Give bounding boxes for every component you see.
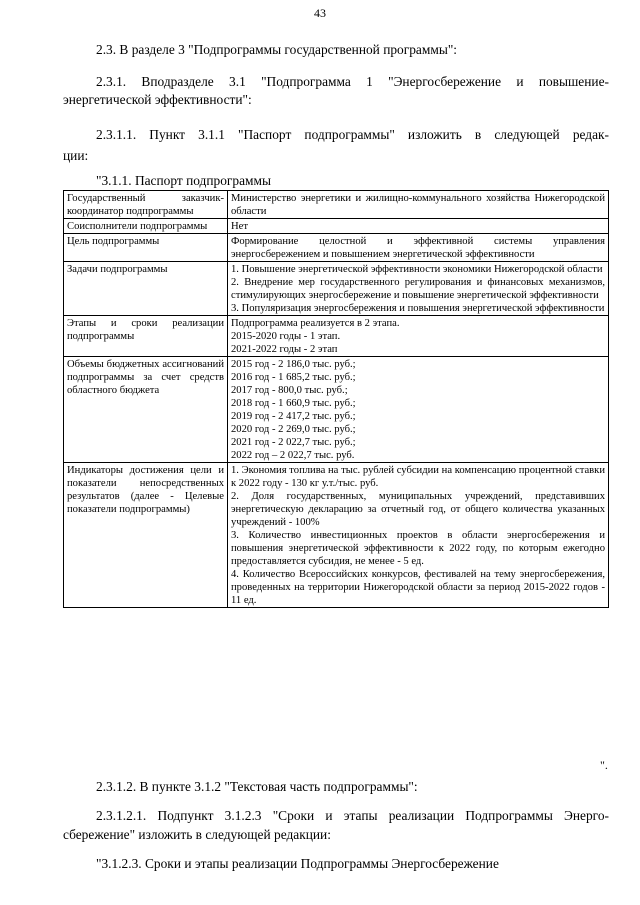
value-line: 2017 год - 800,0 тыс. руб.; — [231, 385, 348, 396]
value-line: 2. Доля государственных, муниципальных учреждений, представивших энергетическую декларацию за отчетный год, от общего количества указанных учреждений - 100% — [231, 491, 605, 528]
value-line: Министерство энергетики и жилищно-коммунального хозяйства Нижегородской области — [231, 193, 605, 217]
closing-quote: ". — [600, 758, 608, 772]
table-row — [64, 463, 609, 608]
row-value — [228, 262, 609, 316]
table-row — [64, 191, 609, 219]
row-value — [228, 316, 609, 357]
value-line: Подпрограмма реализуется в 2 этапа. — [231, 318, 400, 329]
paragraph-2-3-1-1-line1: 2.3.1.1. Пункт 3.1.1 "Паспорт подпрограммы" изложить в следующей редак- — [96, 127, 609, 142]
paragraph-section-2-3: 2.3. В разделе 3 "Подпрограммы государственной программы": — [96, 42, 458, 57]
value-line: 1. Экономия топлива на тыс. рублей субсидии на компенсацию процентной ставки к 2022 году - 130 кг у.т./тыс. руб. — [231, 465, 605, 489]
table-row — [64, 262, 609, 316]
paragraph-2-3-1-line2: энергетической эффективности": — [63, 92, 252, 107]
value-line: 2021 год - 2 022,7 тыс. руб.; — [231, 437, 356, 448]
value-line: 2015-2020 годы - 1 этап. — [231, 331, 341, 342]
paragraph-2-3-1-2: 2.3.1.2. В пункте 3.1.2 "Текстовая часть подпрограммы": — [96, 779, 418, 794]
passport-table — [63, 190, 609, 608]
row-value — [228, 357, 609, 463]
row-label: Государственный заказчик-координатор подпрограммы — [64, 191, 228, 219]
row-value — [228, 219, 609, 234]
table-row — [64, 234, 609, 262]
row-value — [228, 191, 609, 219]
value-line: 2015 год - 2 186,0 тыс. руб.; — [231, 359, 356, 370]
value-line: 3. Популяризация энергосбережения и повышения энергетической эффективности — [231, 303, 605, 314]
page-number: 43 — [314, 6, 326, 20]
value-line: 3. Количество инвестиционных проектов в области энергосбережения и повышения энергетической эффективности к 2022 году, по которым ежегодно предоставляется субсидия, не менее - 5 ед. — [231, 530, 605, 567]
row-label: Этапы и сроки реализации подпрограммы — [64, 316, 228, 357]
table-row — [64, 316, 609, 357]
row-label: Цель подпрограммы — [64, 234, 228, 262]
row-label: Задачи подпрограммы — [64, 262, 228, 316]
value-line: 2018 год - 1 660,9 тыс. руб.; — [231, 398, 356, 409]
paragraph-3-1-2-3-title: "3.1.2.3. Сроки и этапы реализации Подпрограммы Энергосбережение — [96, 856, 499, 871]
value-line: 2019 год - 2 417,2 тыс. руб.; — [231, 411, 356, 422]
value-line: 2022 год – 2 022,7 тыс. руб. — [231, 450, 355, 461]
row-label: Индикаторы достижения цели и показатели непосредственных результатов (далее - Целевые показатели подпрограммы) — [64, 463, 228, 608]
row-value — [228, 234, 609, 262]
value-line: 2. Внедрение мер государственного регулирования и финансовых механизмов, стимулирующих энергосбережение и повышение энергетической эффективности — [231, 277, 605, 301]
row-label: Объемы бюджетных ассигнований подпрограммы за счет средств областного бюджета — [64, 357, 228, 463]
table-row — [64, 357, 609, 463]
value-line: 4. Количество Всероссийских конкурсов, фестивалей на тему энергосбережения, проведенных на территории Нижегородской области за период 2015-2022 годов - 11 ед. — [231, 569, 605, 606]
value-line: 1. Повышение энергетической эффективности экономики Нижегородской области — [231, 264, 603, 275]
row-value — [228, 463, 609, 608]
row-label: Соисполнители подпрограммы — [64, 219, 228, 234]
value-line: Нет — [231, 221, 248, 232]
paragraph-2-3-1-2-1-line1: 2.3.1.2.1. Подпункт 3.1.2.3 "Сроки и этапы реализации Подпрограммы Энерго- — [96, 808, 609, 823]
paragraph-2-3-1-2-1-line2: сбережение" изложить в следующей редакции: — [63, 827, 331, 842]
value-line: 2021-2022 годы - 2 этап — [231, 344, 338, 355]
paragraph-2-3-1-line1: 2.3.1. Вподразделе 3.1 "Подпрограмма 1 "Энергосбережение и повышение- — [96, 74, 609, 89]
paragraph-2-3-1-1-line2: ции: — [63, 148, 89, 163]
table-row — [64, 219, 609, 234]
passport-title: "3.1.1. Паспорт подпрограммы — [96, 173, 271, 188]
value-line: 2016 год - 1 685,2 тыс. руб.; — [231, 372, 356, 383]
value-line: 2020 год - 2 269,0 тыс. руб.; — [231, 424, 356, 435]
value-line: Формирование целостной и эффективной системы управления энергосбережением и повышением энергетической эффективности — [231, 236, 605, 260]
